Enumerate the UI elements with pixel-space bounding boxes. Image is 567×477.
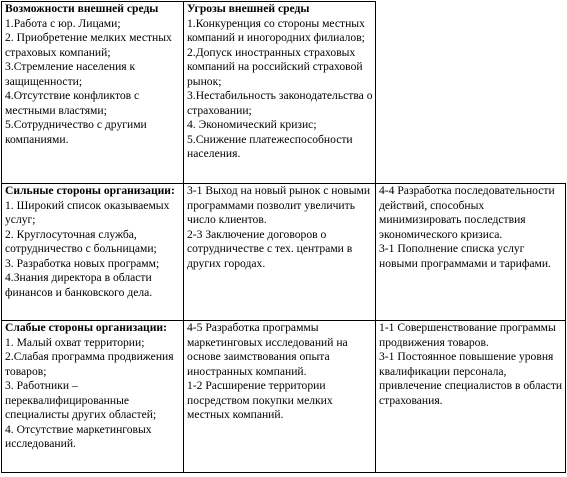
wt-strategy-cell: [376, 321, 566, 473]
opportunities-cell: [2, 2, 184, 184]
threat-item: 3.Нестабильность законодательства о страховании;: [187, 89, 373, 117]
st-strategy-item: 3-1 Пополнение списка услуг новыми программами и тарифами.: [379, 242, 551, 270]
strength-item: 2. Круглосуточная служба, сотрудничество с больницами;: [5, 227, 157, 255]
st-strategy-cell: [376, 184, 566, 321]
opportunity-item: 5.Сотрудничество с другими компаниями.: [5, 118, 147, 146]
weaknesses-row: [2, 321, 566, 473]
weaknesses-cell: [2, 321, 184, 473]
threats-title: Угрозы внешней среды: [187, 2, 310, 15]
wt-strategy-item: 1-1 Совершенствование программы продвижения товаров.: [379, 321, 556, 349]
strength-item: 3. Разработка новых программ;: [5, 256, 160, 270]
strengths-cell: [2, 184, 184, 321]
strengths-title: Сильные стороны организации:: [5, 184, 175, 197]
wo-strategy-item: 1-2 Расширение территории посредством покупки мелких местных компаний.: [187, 379, 333, 421]
wo-strategy-item: 4-5 Разработка программы маркетинговых исследований на основе заимствования опыта иностранных компаний.: [187, 321, 348, 378]
threat-item: 2.Допуск иностранных страховых компаний на российский страховой рынок;: [187, 45, 363, 88]
wt-strategy-item: 3-1 Постоянное повышение уровня квалификации персонала, привлечение специалистов в области страхования.: [379, 350, 563, 407]
opportunity-item: 3.Стремление населения к защищенности;: [5, 60, 136, 88]
empty-corner-cell: [376, 2, 566, 184]
threat-item: 5.Снижение платежеспособности населения.: [187, 132, 353, 160]
so-strategy-cell: [184, 184, 376, 321]
threat-item: 4. Экономический кризис;: [187, 118, 317, 131]
so-strategy-item: 3-1 Выход на новый рынок с новыми программами позволит увеличить число клиентов.: [187, 184, 371, 226]
opportunity-item: 4.Отсутствие конфликтов с местными властями;: [5, 89, 140, 117]
weakness-item: 2.Слабая программа продвижения товаров;: [5, 350, 174, 378]
weakness-item: 4. Отсутствие маркетинговых исследований.: [5, 422, 152, 450]
so-strategy-item: 2-3 Заключение договоров о сотрудничестве с тех. центрами в других городах.: [187, 227, 353, 270]
weakness-item: 3. Работники – переквалифицированные специалисты других областей;: [5, 379, 157, 421]
header-row: [2, 2, 566, 184]
wo-strategy-cell: [184, 321, 376, 473]
opportunity-item: 2. Приобретение мелких местных страховых компаний;: [5, 31, 172, 59]
strength-item: 4.Знания директора в области финансов и банковского дела.: [5, 271, 153, 299]
opportunity-item: 1.Работа с юр. Лицами;: [5, 16, 121, 30]
threat-item: 1.Конкуренция со стороны местных компаний и иногородних филиалов;: [187, 16, 365, 44]
weakness-item: 1. Малый охват территории;: [5, 335, 145, 349]
opportunities-title: Возможности внешней среды: [5, 2, 159, 15]
strengths-row: [2, 184, 566, 321]
threats-cell: [184, 2, 376, 184]
strength-item: 1. Широкий список оказываемых услуг;: [5, 198, 170, 226]
swot-table: [1, 1, 566, 473]
weaknesses-title: Слабые стороны организации:: [5, 321, 167, 334]
st-strategy-item: 4-4 Разработка последовательности действий, способных минимизировать последствия экономического кризиса.: [379, 184, 555, 241]
